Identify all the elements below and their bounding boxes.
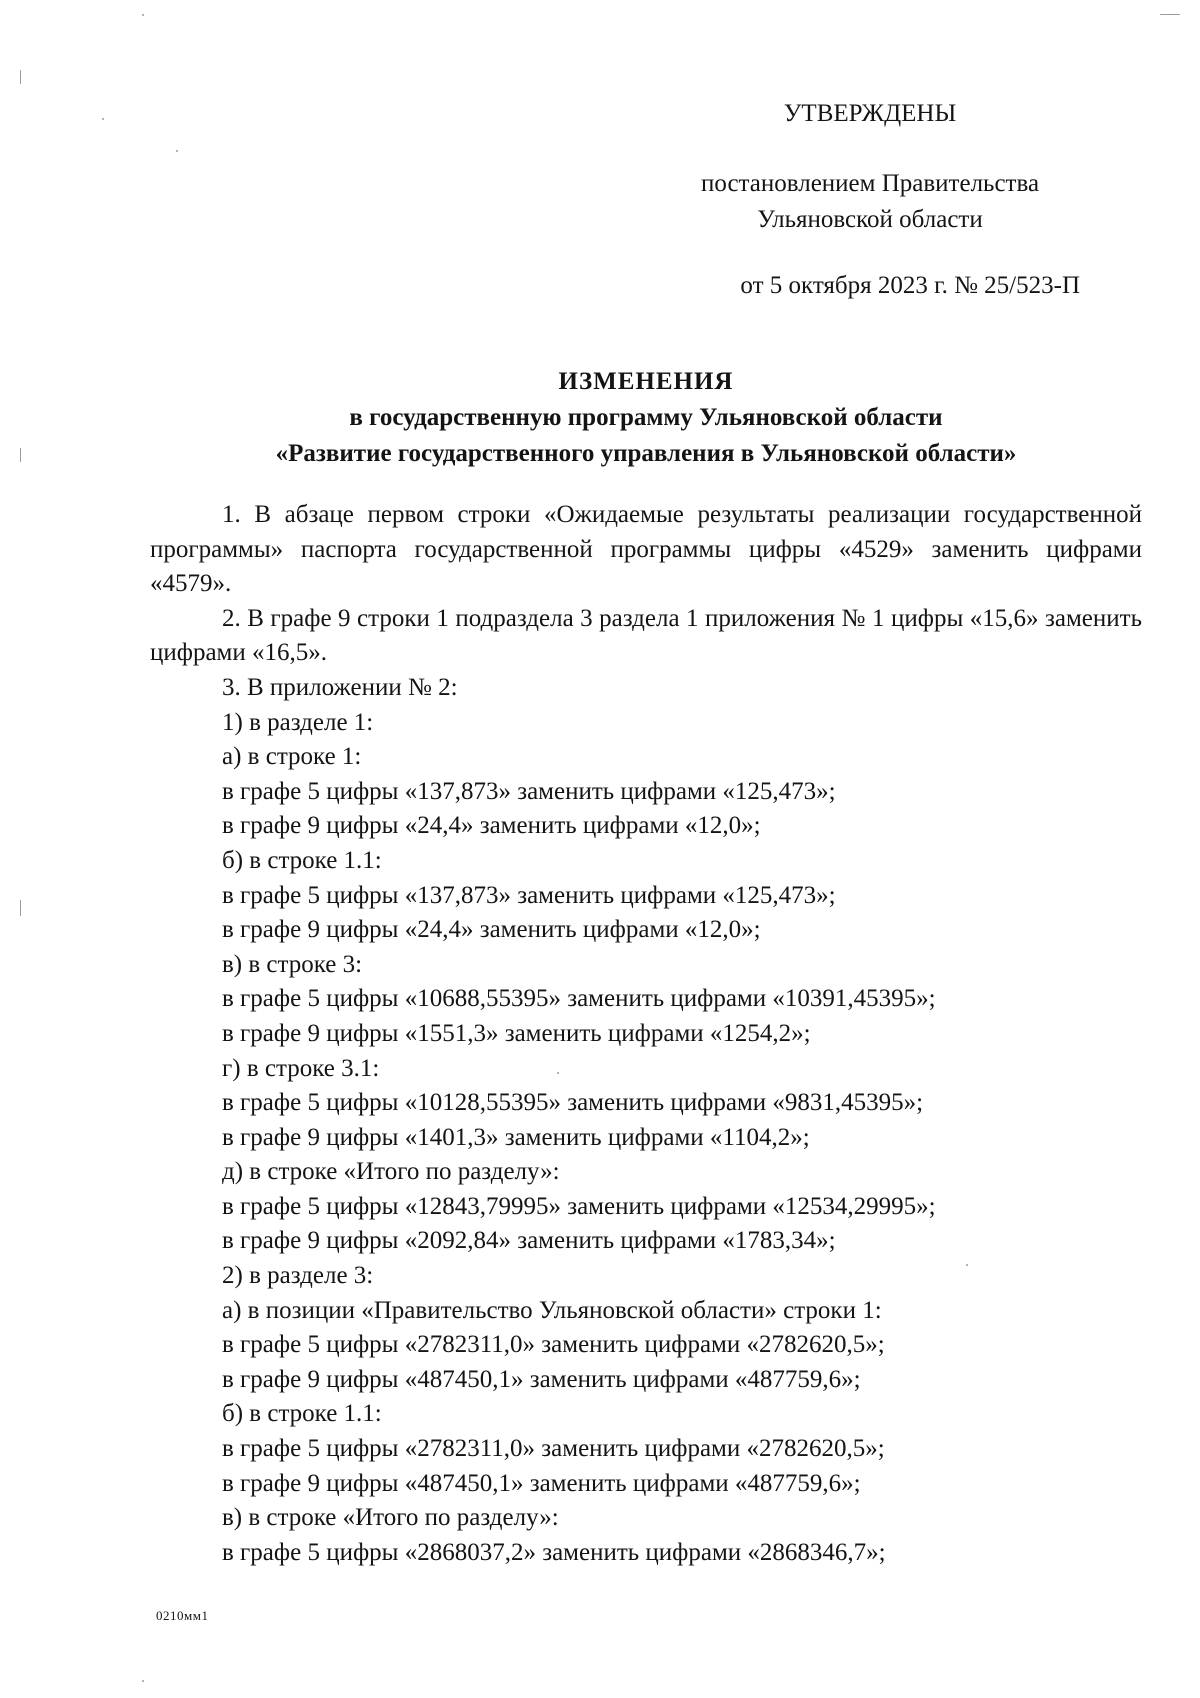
scan-speck	[142, 1680, 144, 1682]
list-item: в графе 5 цифры «2782311,0» заменить цифрами «2782620,5»;	[222, 1435, 885, 1463]
list-item: в графе 9 цифры «487450,1» заменить цифрами «487759,6»;	[222, 1469, 861, 1497]
scan-speck	[557, 1072, 559, 1074]
list-item: в графе 5 цифры «2868037,2» заменить цифрами «2868346,7»;	[222, 1538, 886, 1566]
list-item: в графе 9 цифры «24,4» заменить цифрами «12,0»;	[222, 916, 761, 944]
list-item: в графе 9 цифры «1401,3» заменить цифрами «1104,2»;	[222, 1123, 810, 1151]
scan-speck	[20, 70, 21, 84]
list-item: а) в строке 1:	[222, 743, 362, 771]
approval-heading: УТВЕРЖДЕНЫ	[783, 100, 957, 127]
list-item: в графе 9 цифры «487450,1» заменить цифрами «487759,6»;	[222, 1365, 861, 1393]
list-item: 2) в разделе 3:	[222, 1262, 374, 1290]
approval-authority-line-2: Ульяновской области	[757, 206, 983, 233]
paragraph-1: 1. В абзаце первом строки «Ожидаемые результаты реализации государственной программы» паспорта государственной программы цифры «4529» заменить цифрами «4579».	[150, 501, 1142, 598]
list-item: в) в строке «Итого по разделу»:	[222, 1504, 559, 1532]
document-title	[150, 364, 1142, 472]
list-item: в графе 5 цифры «2782311,0» заменить цифрами «2782620,5»;	[222, 1331, 885, 1359]
list-item: 3. В приложении № 2:	[222, 673, 458, 701]
scan-speck	[176, 150, 178, 152]
approval-authority	[660, 166, 1080, 238]
list-item: а) в позиции «Правительство Ульяновской области» строки 1:	[222, 1296, 882, 1324]
scan-speck	[1160, 14, 1180, 15]
list-item: б) в строке 1.1:	[222, 846, 382, 874]
list-item: в графе 5 цифры «137,873» заменить цифрами «125,473»;	[222, 777, 836, 805]
scan-speck	[20, 900, 21, 916]
footer-document-code: 0210мм1	[156, 1608, 209, 1623]
list-item: в графе 9 цифры «24,4» заменить цифрами «12,0»;	[222, 812, 761, 840]
list-item: в) в строке 3:	[222, 950, 363, 978]
paragraph-2: 2. В графе 9 строки 1 подраздела 3 раздела 1 приложения № 1 цифры «15,6» заменить цифрами «16,5».	[150, 604, 1142, 667]
document-body	[150, 498, 1142, 1570]
list-item: в графе 5 цифры «10688,55395» заменить цифрами «10391,45395»;	[222, 985, 936, 1013]
list-item: в графе 5 цифры «10128,55395» заменить цифрами «9831,45395»;	[222, 1089, 924, 1117]
scan-speck	[20, 448, 21, 462]
list-item: в графе 5 цифры «137,873» заменить цифрами «125,473»;	[222, 881, 836, 909]
list-item: г) в строке 3.1:	[222, 1054, 380, 1082]
document-title-line-3: «Развитие государственного управления в Ульяновской области»	[275, 440, 1017, 467]
list-item: в графе 5 цифры «12843,79995» заменить цифрами «12534,29995»;	[222, 1192, 936, 1220]
document-title-line-2: в государственную программу Ульяновской области	[349, 404, 943, 431]
scan-speck	[102, 118, 104, 120]
scan-speck	[966, 1264, 968, 1266]
list-item: д) в строке «Итого по разделу»:	[222, 1158, 560, 1186]
scan-speck	[142, 14, 144, 16]
approval-date-number: от 5 октября 2023 г. № 25/523-П	[740, 272, 1080, 299]
list-item: в графе 9 цифры «2092,84» заменить цифрами «1783,34»;	[222, 1227, 836, 1255]
list-item: 1) в разделе 1:	[222, 708, 374, 736]
list-item: б) в строке 1.1:	[222, 1400, 382, 1428]
list-item: в графе 9 цифры «1551,3» заменить цифрами «1254,2»;	[222, 1019, 811, 1047]
document-title-main: ИЗМЕНЕНИЯ	[558, 368, 734, 395]
approval-authority-line-1: постановлением Правительства	[700, 170, 1040, 197]
